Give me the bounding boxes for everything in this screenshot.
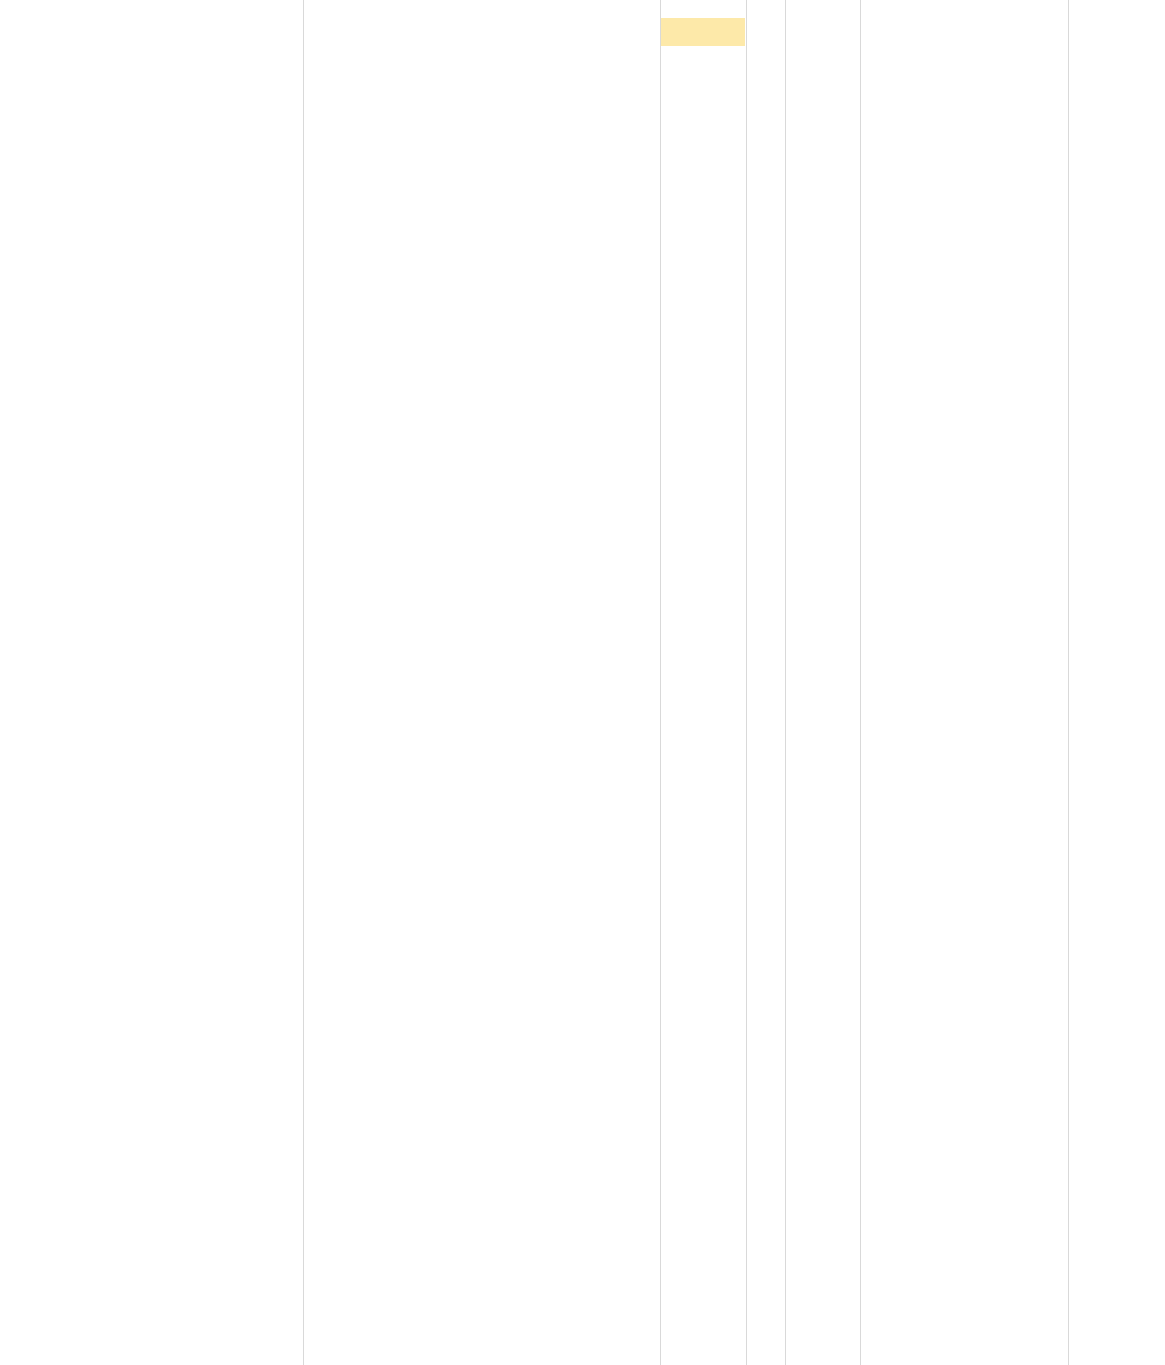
grid-column-line — [746, 0, 747, 1365]
grid-column-line — [660, 0, 661, 1365]
grid-column-line — [303, 0, 304, 1365]
grid-column-line — [785, 0, 786, 1365]
grid-column-line — [860, 0, 861, 1365]
total-score-cell[interactable] — [661, 18, 745, 46]
grid-column-line — [1068, 0, 1069, 1365]
